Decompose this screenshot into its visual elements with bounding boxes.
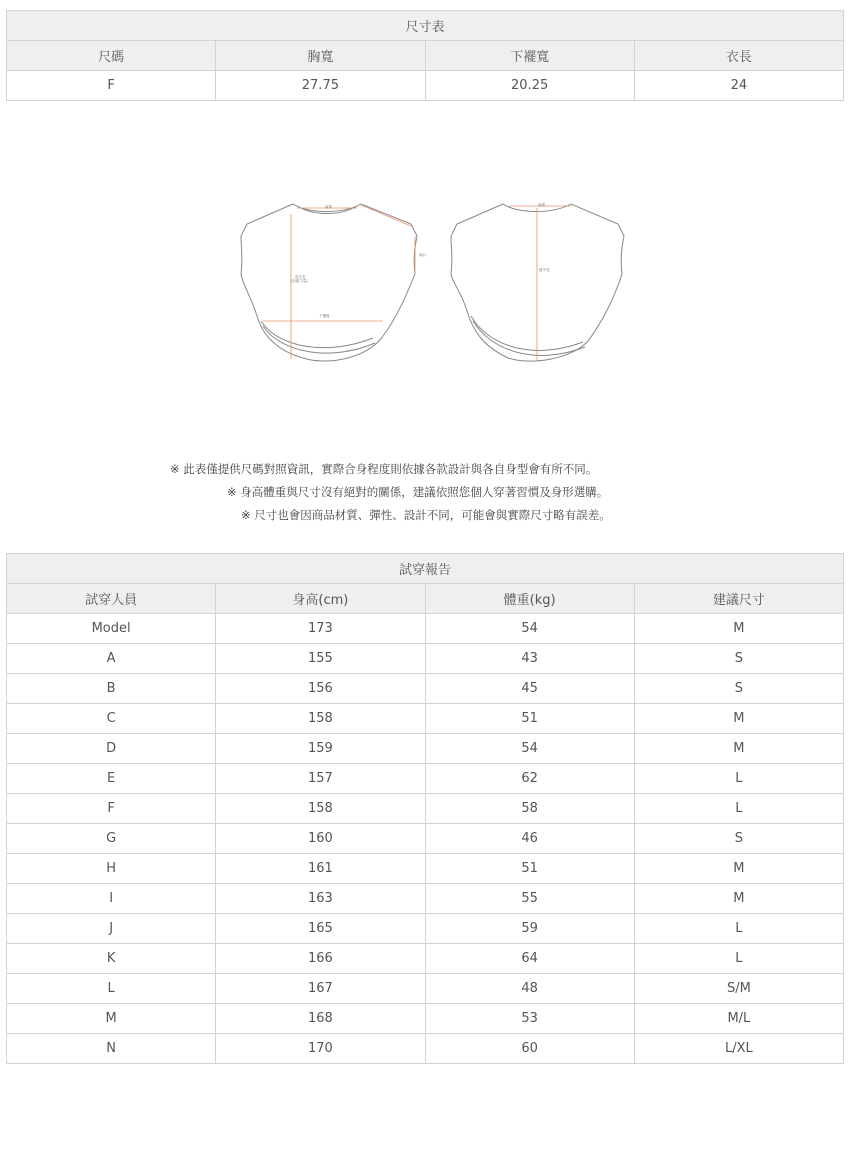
height-cell: 159 [216, 734, 425, 764]
front-measure-lines [263, 205, 415, 359]
garment-measurement-diagram [233, 196, 633, 371]
length-cell: 24 [634, 71, 843, 101]
chest-cell: 27.75 [216, 71, 425, 101]
front-label-shoulder: 肩寬 [325, 205, 332, 209]
fitting-header-weight: 體重(kg) [425, 584, 634, 614]
front-label-length: 前衣長 [295, 275, 306, 279]
front-view [241, 204, 417, 361]
height-cell: 166 [216, 944, 425, 974]
table-row [7, 914, 844, 944]
height-cell: 158 [216, 794, 425, 824]
front-label-hem: 下襬寬 [319, 314, 330, 318]
recommended-size-cell: M [634, 884, 843, 914]
recommended-size-cell: M [634, 734, 843, 764]
table-row [7, 944, 844, 974]
person-cell: N [7, 1034, 216, 1064]
height-cell: 168 [216, 1004, 425, 1034]
weight-cell: 51 [425, 704, 634, 734]
back-measure-lines [509, 206, 571, 361]
fitting-header-height: 身高(cm) [216, 584, 425, 614]
person-cell: K [7, 944, 216, 974]
height-cell: 157 [216, 764, 425, 794]
person-cell: Model [7, 614, 216, 644]
table-row [7, 704, 844, 734]
recommended-size-cell: M/L [634, 1004, 843, 1034]
weight-cell: 54 [425, 734, 634, 764]
weight-cell: 45 [425, 674, 634, 704]
recommended-size-cell: M [634, 614, 843, 644]
height-cell: 155 [216, 644, 425, 674]
weight-cell: 46 [425, 824, 634, 854]
weight-cell: 58 [425, 794, 634, 824]
recommended-size-cell: M [634, 704, 843, 734]
person-cell: D [7, 734, 216, 764]
recommended-size-cell: L [634, 794, 843, 824]
weight-cell: 55 [425, 884, 634, 914]
hem-cell: 20.25 [425, 71, 634, 101]
table-row [7, 1004, 844, 1034]
height-cell: 161 [216, 854, 425, 884]
table-row [7, 764, 844, 794]
person-cell: B [7, 674, 216, 704]
weight-cell: 62 [425, 764, 634, 794]
person-cell: G [7, 824, 216, 854]
height-cell: 160 [216, 824, 425, 854]
person-cell: A [7, 644, 216, 674]
recommended-size-cell: L [634, 764, 843, 794]
person-cell: J [7, 914, 216, 944]
size-cell: F [7, 71, 216, 101]
back-label-shoulder: 肩寬 [538, 203, 545, 207]
table-row [7, 794, 844, 824]
weight-cell: 54 [425, 614, 634, 644]
size-row [7, 71, 844, 101]
person-cell: C [7, 704, 216, 734]
recommended-size-cell: S [634, 824, 843, 854]
size-header-length: 衣長 [634, 41, 843, 71]
fitting-table-body [7, 614, 844, 1064]
table-row [7, 974, 844, 1004]
table-row [7, 1034, 844, 1064]
height-cell: 165 [216, 914, 425, 944]
height-cell: 173 [216, 614, 425, 644]
fitting-header-person: 試穿人員 [7, 584, 216, 614]
person-cell: H [7, 854, 216, 884]
person-cell: F [7, 794, 216, 824]
weight-cell: 43 [425, 644, 634, 674]
table-row [7, 734, 844, 764]
table-row [7, 644, 844, 674]
weight-cell: 51 [425, 854, 634, 884]
person-cell: M [7, 1004, 216, 1034]
person-cell: L [7, 974, 216, 1004]
size-table [6, 10, 844, 101]
recommended-size-cell: S [634, 644, 843, 674]
back-view [451, 204, 624, 361]
weight-cell: 53 [425, 1004, 634, 1034]
table-row [7, 674, 844, 704]
fitting-header-size: 建議尺寸 [634, 584, 843, 614]
height-cell: 167 [216, 974, 425, 1004]
fitting-report-table [6, 553, 844, 1064]
height-cell: 156 [216, 674, 425, 704]
size-header-size: 尺碼 [7, 41, 216, 71]
size-header-chest: 胸寬 [216, 41, 425, 71]
table-row [7, 884, 844, 914]
recommended-size-cell: L/XL [634, 1034, 843, 1064]
height-cell: 170 [216, 1034, 425, 1064]
height-cell: 158 [216, 704, 425, 734]
recommended-size-cell: L [634, 944, 843, 974]
size-table-title: 尺寸表 [7, 11, 844, 41]
person-cell: E [7, 764, 216, 794]
front-label-length-note: (前頸下量) [291, 279, 308, 283]
note-line: ※ 尺寸也會因商品材質、彈性、設計不同，可能會與實際尺寸略有誤差。 [241, 508, 611, 522]
table-row [7, 614, 844, 644]
weight-cell: 64 [425, 944, 634, 974]
recommended-size-cell: S [634, 674, 843, 704]
recommended-size-cell: M [634, 854, 843, 884]
note-line: ※ 身高體重與尺寸沒有絕對的關係，建議依照您個人穿著習慣及身形選購。 [227, 485, 609, 499]
table-row [7, 824, 844, 854]
weight-cell: 60 [425, 1034, 634, 1064]
person-cell: I [7, 884, 216, 914]
table-row [7, 854, 844, 884]
height-cell: 163 [216, 884, 425, 914]
back-label-length: 後中長 [539, 268, 550, 272]
front-label-cuff: 袖口 [419, 253, 426, 257]
note-line: ※ 此表僅提供尺碼對照資訊，實際合身程度則依據各款設計與各自身型會有所不同。 [170, 462, 598, 476]
recommended-size-cell: L [634, 914, 843, 944]
size-header-hem: 下襬寬 [425, 41, 634, 71]
fitting-table-title: 試穿報告 [7, 554, 844, 584]
weight-cell: 59 [425, 914, 634, 944]
recommended-size-cell: S/M [634, 974, 843, 1004]
weight-cell: 48 [425, 974, 634, 1004]
